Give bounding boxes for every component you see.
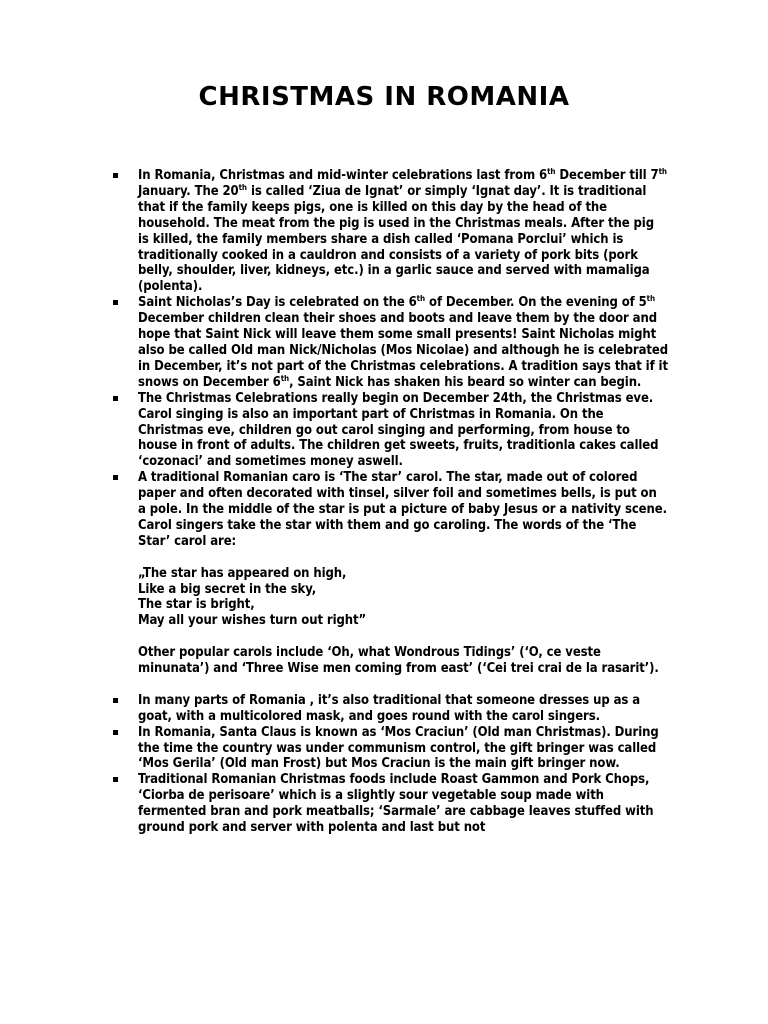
text-segment: In many parts of Romania , it’s also traditional that someone dresses up as a goat, with a multicolored mask, and goes round with the carol singers. xyxy=(138,692,641,724)
text-segment: In Romania, Santa Claus is known as ‘Mos Craciun’ (Old man Christmas). During the time the country was under communism control, the gift bringer was called ‘Mos Gerila’ (Old man Frost) but Mos Craciun is the main gift bringer now. xyxy=(138,724,659,772)
list-item xyxy=(108,772,668,836)
quote-line: May all your wishes turn out right” xyxy=(138,613,367,629)
bullet-list xyxy=(108,168,668,836)
text-segment: A traditional Romanian caro is ‘The star’ carol. The star, made out of colored paper and often decorated with tinsel, silver foil and sometimes bells, is put on a pole. In the middle of the star is put a picture of baby Jesus or a nativity scene. Carol singers take the star with them and go caroling. The words of the ‘The Star’ carol are: xyxy=(138,470,667,549)
quote-line: The star is bright, xyxy=(138,597,255,613)
text-segment: January. The 20 xyxy=(138,183,239,199)
text-segment: December children clean their shoes and boots and leave them by the door and hope that Saint Nick will leave them some small presents! Saint Nicholas might also be called Old man Nick/Nicholas (Mos Nicolae) and although he is celebrated in December, it’s not part of the Christmas celebrations. A tradition says that if it snows on December 6 xyxy=(138,311,668,390)
paragraph-text xyxy=(138,772,653,835)
text-segment: , Saint Nick has shaken his beard so winter can begin. xyxy=(289,374,642,390)
list-item xyxy=(108,391,668,471)
text-segment: of December. On the evening of 5 xyxy=(425,295,647,311)
paragraph-text xyxy=(138,168,667,294)
carol-quote xyxy=(138,566,668,630)
paragraph-text: Other popular carols include ‘Oh, what Wondrous Tidings’ (‘O, ce veste minunata’) and ‘Three Wise men coming from east’ (‘Cei trei crai de la rasarit’). xyxy=(138,645,659,677)
text-segment: Saint Nicholas’s Day is celebrated on the 6 xyxy=(138,295,417,311)
bullet-square-icon xyxy=(113,698,118,703)
list-item xyxy=(108,295,668,390)
text-segment: is called ‘Ziua de Ignat’ or simply ‘Ignat day’. It is traditional that if the family keeps pigs, one is killed on this day by the head of the household. The meat from the pig is used in the Christmas meals. After the pig is killed, the family members share a dish called ‘Pomana Porclui’ which is traditionally cooked in a cauldron and consists of a variety of pork bits (pork belly, shoulder, liver, kidneys, etc.) in a garlic sauce and served with mamaliga (polenta). xyxy=(138,183,654,295)
document-title: CHRISTMAS IN ROMANIA xyxy=(198,82,570,112)
text-segment: In Romania, Christmas and mid-winter celebrations last from 6 xyxy=(138,168,548,183)
document-body xyxy=(108,168,668,836)
quote-line: „The star has appeared on high, xyxy=(138,565,347,581)
paragraph-text xyxy=(138,470,667,549)
text-segment: The Christmas Celebrations really begin on December 24th, the Christmas eve. Carol singing is also an important part of Christmas in Romania. On the Christmas eve, children go out carol singing and performing, from house to house in front of adults. The children get sweets, fruits, traditionla cakes called ‘cozonaci’ and sometimes money aswell. xyxy=(138,390,659,470)
paragraph-text xyxy=(138,725,659,772)
list-item xyxy=(108,693,668,725)
paragraph-text xyxy=(138,295,668,390)
bullet-square-icon xyxy=(113,173,118,178)
ordinal-superscript: th xyxy=(238,182,247,192)
text-segment: December till 7 xyxy=(555,168,659,183)
bullet-square-icon xyxy=(113,396,118,401)
bullet-square-icon xyxy=(113,777,118,782)
bullet-square-icon xyxy=(113,300,118,305)
ordinal-superscript: th xyxy=(646,294,656,304)
ordinal-superscript: th xyxy=(658,167,667,176)
text-segment: Traditional Romanian Christmas foods include Roast Gammon and Pork Chops, ‘Ciorba de perisoare’ which is a slightly sour vegetable soup made with fermented bran and pork meatballs; ‘Sarmale’ are cabbage leaves stuffed with ground pork and server with polenta and last but not xyxy=(138,772,654,836)
list-item xyxy=(108,725,668,773)
bullet-square-icon xyxy=(113,475,118,480)
paragraph-text xyxy=(138,693,640,724)
list-item xyxy=(108,168,668,295)
list-item xyxy=(108,470,668,677)
ordinal-superscript: th xyxy=(547,167,556,176)
ordinal-superscript: th xyxy=(416,294,426,304)
quote-line: Like a big secret in the sky, xyxy=(138,581,317,597)
ordinal-superscript: th xyxy=(280,373,290,383)
paragraph-text xyxy=(138,391,658,470)
bullet-square-icon xyxy=(113,730,118,735)
